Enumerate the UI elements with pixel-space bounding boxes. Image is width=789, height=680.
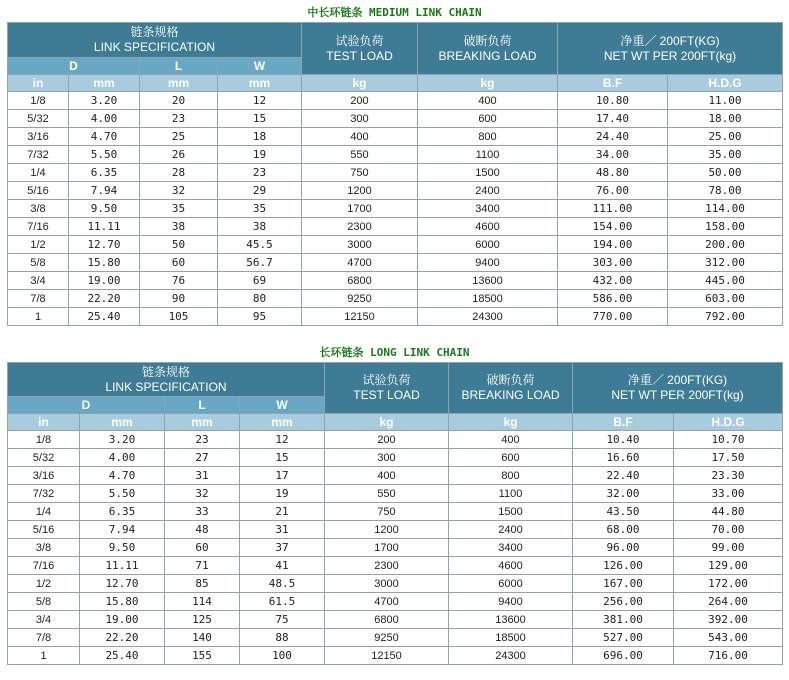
cell-breaking-load: 800 — [449, 467, 573, 485]
cell-breaking-load: 2400 — [449, 521, 573, 539]
cell-d-mm: 9.50 — [69, 200, 140, 218]
cell-d-mm: 22.20 — [80, 629, 165, 647]
cell-weight-hdg: 603.00 — [668, 290, 783, 308]
cell-breaking-load: 13600 — [449, 611, 573, 629]
cell-test-load: 200 — [325, 431, 449, 449]
cell-w-mm: 12 — [218, 92, 302, 110]
cell-breaking-load: 2400 — [418, 182, 558, 200]
table-row — [8, 164, 783, 182]
cell-weight-bf: 17.40 — [558, 110, 668, 128]
test-load-en: TEST LOAD — [353, 388, 420, 402]
cell-test-load: 750 — [302, 164, 418, 182]
table-row — [8, 128, 783, 146]
cell-weight-hdg: 543.00 — [674, 629, 783, 647]
cell-w-mm: 41 — [240, 557, 325, 575]
cell-weight-bf: 126.00 — [573, 557, 674, 575]
cell-l-mm: 20 — [140, 92, 218, 110]
cell-weight-hdg: 11.00 — [668, 92, 783, 110]
cell-weight-hdg: 200.00 — [668, 236, 783, 254]
cell-d-mm: 11.11 — [69, 218, 140, 236]
table-row — [8, 290, 783, 308]
unit-cell: H.D.G — [668, 75, 783, 92]
table-row — [8, 182, 783, 200]
cell-breaking-load: 4600 — [449, 557, 573, 575]
cell-l-mm: 76 — [140, 272, 218, 290]
cell-l-mm: 32 — [165, 485, 240, 503]
cell-breaking-load: 1500 — [418, 164, 558, 182]
table-row — [8, 308, 783, 326]
cell-test-load: 6800 — [325, 611, 449, 629]
cell-w-mm: 15 — [218, 110, 302, 128]
cell-d-mm: 19.00 — [69, 272, 140, 290]
net-weight-en: NET WT PER 200FT(kg) — [603, 48, 737, 63]
cell-inch: 3/16 — [8, 467, 80, 485]
cell-inch: 3/8 — [8, 200, 69, 218]
cell-inch: 5/32 — [8, 110, 69, 128]
cell-weight-bf: 770.00 — [558, 308, 668, 326]
net-weight-cn: 净重／ 200FT(KG) — [620, 33, 720, 48]
cell-d-mm: 4.70 — [69, 128, 140, 146]
cell-w-mm: 19 — [218, 146, 302, 164]
cell-l-mm: 32 — [140, 182, 218, 200]
cell-weight-hdg: 17.50 — [674, 449, 783, 467]
unit-cell: mm — [80, 414, 165, 431]
unit-cell: B.F — [558, 75, 668, 92]
cell-weight-hdg: 78.00 — [668, 182, 783, 200]
cell-weight-bf: 432.00 — [558, 272, 668, 290]
table-row — [8, 539, 783, 557]
unit-cell: in — [8, 75, 69, 92]
cell-d-mm: 5.50 — [80, 485, 165, 503]
cell-weight-hdg: 50.00 — [668, 164, 783, 182]
cell-weight-bf: 68.00 — [573, 521, 674, 539]
cell-weight-hdg: 114.00 — [668, 200, 783, 218]
unit-cell: mm — [140, 75, 218, 92]
link-specification-cn: 链条规格 — [130, 25, 179, 39]
unit-cell: kg — [302, 75, 418, 92]
medium-link-chain-caption: 中长环链条 MEDIUM LINK CHAIN — [307, 6, 482, 19]
col-l-header: L — [140, 58, 218, 75]
cell-l-mm: 23 — [165, 431, 240, 449]
cell-weight-bf: 167.00 — [573, 575, 674, 593]
long-link-chain-caption: 长环链条 LONG LINK CHAIN — [319, 346, 470, 359]
link-specification-cn: 链条规格 — [141, 364, 190, 379]
cell-breaking-load: 3400 — [418, 200, 558, 218]
cell-test-load: 2300 — [325, 557, 449, 575]
unit-cell: kg — [449, 414, 573, 431]
cell-test-load: 1700 — [325, 539, 449, 557]
cell-inch: 1/2 — [8, 236, 69, 254]
net-weight-header — [558, 23, 783, 75]
cell-l-mm: 38 — [140, 218, 218, 236]
cell-breaking-load: 800 — [418, 128, 558, 146]
cell-w-mm: 88 — [240, 629, 325, 647]
cell-test-load: 12150 — [302, 308, 418, 326]
cell-test-load: 3000 — [325, 575, 449, 593]
cell-weight-hdg: 312.00 — [668, 254, 783, 272]
table-row — [8, 236, 783, 254]
cell-weight-hdg: 35.00 — [668, 146, 783, 164]
cell-l-mm: 60 — [140, 254, 218, 272]
cell-breaking-load: 24300 — [418, 308, 558, 326]
net-weight-header — [573, 363, 783, 414]
test-load-cn: 试验负荷 — [362, 373, 411, 387]
cell-weight-bf: 43.50 — [573, 503, 674, 521]
cell-d-mm: 9.50 — [80, 539, 165, 557]
table-row — [8, 629, 783, 647]
cell-l-mm: 31 — [165, 467, 240, 485]
link-specification-header — [8, 23, 302, 58]
cell-test-load: 1200 — [302, 182, 418, 200]
cell-breaking-load: 400 — [449, 431, 573, 449]
cell-test-load: 400 — [302, 128, 418, 146]
breaking-load-header — [449, 363, 573, 414]
col-w-header: W — [240, 397, 325, 414]
cell-l-mm: 114 — [165, 593, 240, 611]
cell-test-load: 3000 — [302, 236, 418, 254]
long-link-chain-table — [7, 362, 783, 665]
cell-inch: 7/32 — [8, 146, 69, 164]
table-row — [8, 146, 783, 164]
cell-weight-hdg: 158.00 — [668, 218, 783, 236]
cell-inch: 5/8 — [8, 254, 69, 272]
unit-cell: kg — [325, 414, 449, 431]
breaking-load-header — [418, 23, 558, 75]
medium-table-body — [8, 92, 783, 326]
cell-weight-bf: 10.40 — [573, 431, 674, 449]
unit-cell: mm — [240, 414, 325, 431]
cell-w-mm: 29 — [218, 182, 302, 200]
cell-weight-hdg: 172.00 — [674, 575, 783, 593]
cell-test-load: 4700 — [302, 254, 418, 272]
cell-test-load: 400 — [325, 467, 449, 485]
col-d-header: D — [8, 58, 140, 75]
cell-breaking-load: 600 — [449, 449, 573, 467]
cell-inch: 3/4 — [8, 272, 69, 290]
unit-cell: mm — [165, 414, 240, 431]
cell-breaking-load: 1100 — [418, 146, 558, 164]
cell-l-mm: 50 — [140, 236, 218, 254]
cell-w-mm: 100 — [240, 647, 325, 665]
cell-inch: 3/8 — [8, 539, 80, 557]
cell-inch: 1/8 — [8, 92, 69, 110]
cell-breaking-load: 9400 — [418, 254, 558, 272]
cell-w-mm: 80 — [218, 290, 302, 308]
cell-breaking-load: 1500 — [449, 503, 573, 521]
cell-d-mm: 4.00 — [69, 110, 140, 128]
cell-w-mm: 17 — [240, 467, 325, 485]
cell-weight-bf: 32.00 — [573, 485, 674, 503]
cell-l-mm: 48 — [165, 521, 240, 539]
cell-inch: 3/4 — [8, 611, 80, 629]
table-row — [8, 647, 783, 665]
cell-inch: 7/8 — [8, 290, 69, 308]
table-row — [8, 521, 783, 539]
cell-weight-hdg: 264.00 — [674, 593, 783, 611]
cell-w-mm: 38 — [218, 218, 302, 236]
test-load-en: TEST LOAD — [326, 48, 393, 63]
medium-link-chain-table — [7, 22, 783, 326]
cell-test-load: 9250 — [325, 629, 449, 647]
cell-weight-bf: 696.00 — [573, 647, 674, 665]
cell-weight-hdg: 70.00 — [674, 521, 783, 539]
cell-d-mm: 4.00 — [80, 449, 165, 467]
table-row — [8, 272, 783, 290]
table-row — [8, 110, 783, 128]
cell-l-mm: 35 — [140, 200, 218, 218]
cell-d-mm: 19.00 — [80, 611, 165, 629]
cell-w-mm: 48.5 — [240, 575, 325, 593]
cell-inch: 7/8 — [8, 629, 80, 647]
breaking-load-en: BREAKING LOAD — [438, 48, 537, 63]
cell-inch: 1 — [8, 647, 80, 665]
cell-weight-hdg: 25.00 — [668, 128, 783, 146]
cell-breaking-load: 18500 — [418, 290, 558, 308]
cell-weight-bf: 194.00 — [558, 236, 668, 254]
cell-d-mm: 6.35 — [80, 503, 165, 521]
long-table-body — [8, 431, 783, 665]
cell-breaking-load: 18500 — [449, 629, 573, 647]
cell-weight-bf: 24.40 — [558, 128, 668, 146]
cell-breaking-load: 4600 — [418, 218, 558, 236]
cell-test-load: 2300 — [302, 218, 418, 236]
cell-l-mm: 140 — [165, 629, 240, 647]
cell-inch: 1/4 — [8, 164, 69, 182]
table-row — [8, 467, 783, 485]
cell-weight-bf: 527.00 — [573, 629, 674, 647]
cell-breaking-load: 400 — [418, 92, 558, 110]
cell-test-load: 12150 — [325, 647, 449, 665]
cell-inch: 5/16 — [8, 521, 80, 539]
cell-test-load: 6800 — [302, 272, 418, 290]
cell-w-mm: 37 — [240, 539, 325, 557]
cell-weight-bf: 16.60 — [573, 449, 674, 467]
breaking-load-en: BREAKING LOAD — [461, 388, 560, 402]
cell-l-mm: 26 — [140, 146, 218, 164]
cell-d-mm: 12.70 — [80, 575, 165, 593]
cell-weight-hdg: 392.00 — [674, 611, 783, 629]
cell-weight-bf: 34.00 — [558, 146, 668, 164]
table-row — [8, 431, 783, 449]
cell-inch: 7/16 — [8, 218, 69, 236]
cell-weight-hdg: 99.00 — [674, 539, 783, 557]
cell-d-mm: 15.80 — [80, 593, 165, 611]
link-specification-en: LINK SPECIFICATION — [93, 40, 216, 54]
table-row — [8, 611, 783, 629]
cell-test-load: 1200 — [325, 521, 449, 539]
table-row — [8, 503, 783, 521]
cell-weight-bf: 111.00 — [558, 200, 668, 218]
cell-l-mm: 25 — [140, 128, 218, 146]
cell-w-mm: 45.5 — [218, 236, 302, 254]
cell-l-mm: 125 — [165, 611, 240, 629]
table-row — [8, 575, 783, 593]
cell-inch: 1/8 — [8, 431, 80, 449]
breaking-load-cn: 破断负荷 — [486, 373, 535, 387]
col-d-header: D — [8, 397, 165, 414]
cell-weight-bf: 48.80 — [558, 164, 668, 182]
unit-cell: in — [8, 414, 80, 431]
cell-d-mm: 3.20 — [69, 92, 140, 110]
cell-l-mm: 105 — [140, 308, 218, 326]
cell-inch: 1/2 — [8, 575, 80, 593]
cell-test-load: 9250 — [302, 290, 418, 308]
col-w-header: W — [218, 58, 302, 75]
cell-d-mm: 12.70 — [69, 236, 140, 254]
cell-w-mm: 23 — [218, 164, 302, 182]
cell-w-mm: 75 — [240, 611, 325, 629]
cell-breaking-load: 600 — [418, 110, 558, 128]
cell-breaking-load: 13600 — [418, 272, 558, 290]
cell-weight-bf: 154.00 — [558, 218, 668, 236]
cell-inch: 3/16 — [8, 128, 69, 146]
cell-l-mm: 85 — [165, 575, 240, 593]
cell-inch: 1/4 — [8, 503, 80, 521]
unit-cell: kg — [418, 75, 558, 92]
unit-cell: mm — [69, 75, 140, 92]
table-row — [8, 200, 783, 218]
cell-breaking-load: 6000 — [449, 575, 573, 593]
cell-l-mm: 27 — [165, 449, 240, 467]
cell-d-mm: 4.70 — [80, 467, 165, 485]
cell-l-mm: 33 — [165, 503, 240, 521]
cell-weight-bf: 76.00 — [558, 182, 668, 200]
table-row — [8, 92, 783, 110]
cell-weight-hdg: 10.70 — [674, 431, 783, 449]
cell-d-mm: 7.94 — [80, 521, 165, 539]
link-specification-en: LINK SPECIFICATION — [105, 379, 227, 394]
cell-inch: 7/32 — [8, 485, 80, 503]
cell-weight-hdg: 23.30 — [674, 467, 783, 485]
cell-w-mm: 35 — [218, 200, 302, 218]
cell-weight-hdg: 33.00 — [674, 485, 783, 503]
cell-w-mm: 15 — [240, 449, 325, 467]
cell-w-mm: 31 — [240, 521, 325, 539]
cell-weight-bf: 22.40 — [573, 467, 674, 485]
cell-l-mm: 23 — [140, 110, 218, 128]
test-load-header — [325, 363, 449, 414]
cell-inch: 1 — [8, 308, 69, 326]
cell-inch: 5/16 — [8, 182, 69, 200]
cell-weight-hdg: 18.00 — [668, 110, 783, 128]
cell-breaking-load: 3400 — [449, 539, 573, 557]
cell-w-mm: 18 — [218, 128, 302, 146]
breaking-load-cn: 破断负荷 — [463, 33, 512, 48]
unit-cell: B.F — [573, 414, 674, 431]
cell-l-mm: 90 — [140, 290, 218, 308]
cell-inch: 5/8 — [8, 593, 80, 611]
table-row — [8, 218, 783, 236]
cell-d-mm: 3.20 — [80, 431, 165, 449]
table-row — [8, 254, 783, 272]
cell-d-mm: 25.40 — [80, 647, 165, 665]
cell-breaking-load: 24300 — [449, 647, 573, 665]
table-row — [8, 485, 783, 503]
cell-l-mm: 155 — [165, 647, 240, 665]
cell-weight-bf: 10.80 — [558, 92, 668, 110]
table-row — [8, 449, 783, 467]
cell-l-mm: 71 — [165, 557, 240, 575]
link-specification-header — [8, 363, 325, 397]
cell-test-load: 750 — [325, 503, 449, 521]
cell-d-mm: 7.94 — [69, 182, 140, 200]
unit-cell: mm — [218, 75, 302, 92]
cell-w-mm: 19 — [240, 485, 325, 503]
cell-weight-bf: 256.00 — [573, 593, 674, 611]
cell-weight-hdg: 792.00 — [668, 308, 783, 326]
test-load-cn: 试验负荷 — [335, 33, 384, 48]
unit-cell: H.D.G — [674, 414, 783, 431]
cell-test-load: 550 — [325, 485, 449, 503]
test-load-header — [302, 23, 418, 75]
cell-d-mm: 5.50 — [69, 146, 140, 164]
net-weight-cn: 净重／ 200FT(KG) — [627, 373, 728, 387]
cell-weight-bf: 303.00 — [558, 254, 668, 272]
cell-breaking-load: 9400 — [449, 593, 573, 611]
cell-weight-bf: 96.00 — [573, 539, 674, 557]
cell-w-mm: 12 — [240, 431, 325, 449]
cell-weight-bf: 381.00 — [573, 611, 674, 629]
cell-test-load: 1700 — [302, 200, 418, 218]
cell-w-mm: 69 — [218, 272, 302, 290]
cell-d-mm: 22.20 — [69, 290, 140, 308]
cell-d-mm: 15.80 — [69, 254, 140, 272]
cell-weight-hdg: 129.00 — [674, 557, 783, 575]
cell-l-mm: 60 — [165, 539, 240, 557]
cell-weight-hdg: 44.80 — [674, 503, 783, 521]
cell-weight-hdg: 716.00 — [674, 647, 783, 665]
cell-test-load: 300 — [302, 110, 418, 128]
cell-test-load: 200 — [302, 92, 418, 110]
table-row — [8, 593, 783, 611]
cell-w-mm: 95 — [218, 308, 302, 326]
cell-d-mm: 6.35 — [69, 164, 140, 182]
cell-weight-bf: 586.00 — [558, 290, 668, 308]
table-row — [8, 557, 783, 575]
cell-inch: 7/16 — [8, 557, 80, 575]
cell-test-load: 550 — [302, 146, 418, 164]
cell-d-mm: 11.11 — [80, 557, 165, 575]
net-weight-en: NET WT PER 200FT(kg) — [611, 388, 744, 402]
cell-weight-hdg: 445.00 — [668, 272, 783, 290]
cell-d-mm: 25.40 — [69, 308, 140, 326]
cell-test-load: 4700 — [325, 593, 449, 611]
cell-l-mm: 28 — [140, 164, 218, 182]
col-l-header: L — [165, 397, 240, 414]
cell-breaking-load: 1100 — [449, 485, 573, 503]
cell-inch: 5/32 — [8, 449, 80, 467]
cell-w-mm: 56.7 — [218, 254, 302, 272]
cell-w-mm: 61.5 — [240, 593, 325, 611]
cell-w-mm: 21 — [240, 503, 325, 521]
cell-breaking-load: 6000 — [418, 236, 558, 254]
cell-test-load: 300 — [325, 449, 449, 467]
